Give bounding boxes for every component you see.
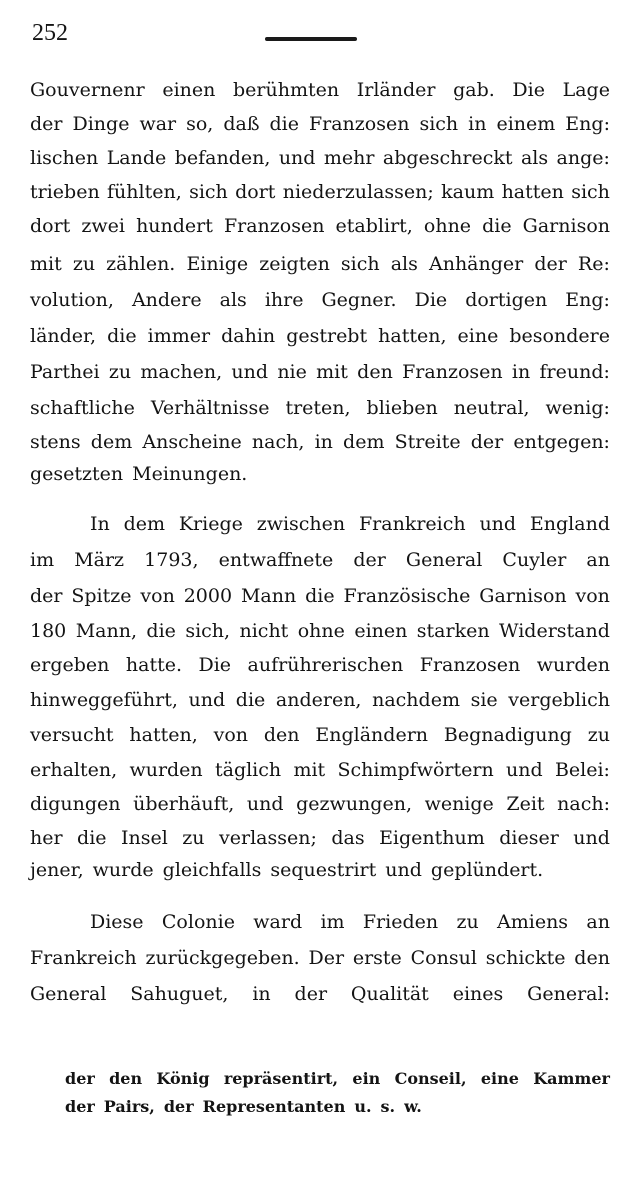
text-line: Frankreich zurückgegeben. Der erste Consul schickte den [30,947,610,969]
text-line: der Spitze von 2000 Mann die Französische Garnison von [30,585,610,607]
text-line: General Sahuguet, in der Qualität eines General: [30,983,610,1005]
text-line: dort zwei hundert Franzosen etablirt, ohne die Garnison [30,215,610,237]
text-line: der Dinge war so, daß die Franzosen sich in einem Eng: [30,113,610,135]
footnote-line: der Pairs, der Representanten u. s. w. [65,1097,422,1116]
text-line: versucht hatten, von den Engländern Begnadigung zu [30,724,610,746]
text-line: trieben fühlten, sich dort niederzulassen; kaum hatten sich [30,181,610,203]
text-line: In dem Kriege zwischen Frankreich und England [90,513,610,535]
text-line: her die Insel zu verlassen; das Eigenthum dieser und [30,827,610,849]
text-line: jener, wurde gleichfalls sequestrirt und geplündert. [30,859,544,881]
text-line: länder, die immer dahin gestrebt hatten, eine besondere [30,325,610,347]
text-line: stens dem Anscheine nach, in dem Streite der entgegen: [30,431,610,453]
text-line: hinweggeführt, und die anderen, nachdem sie vergeblich [30,689,610,711]
text-line: Gouvernenr einen berühmten Irländer gab. Die Lage [30,79,610,101]
text-line: digungen überhäuft, und gezwungen, wenige Zeit nach: [30,793,610,815]
text-line: volution, Andere als ihre Gegner. Die dortigen Eng: [30,289,610,311]
page-number: 252 [32,20,68,46]
header-rule [265,37,357,41]
text-line: ergeben hatte. Die aufrührerischen Franzosen wurden [30,654,610,676]
footnote-line: der den König repräsentirt, ein Conseil, eine Kammer [65,1069,610,1088]
text-line: Parthei zu machen, und nie mit den Franzosen in freund: [30,361,610,383]
text-line: im März 1793, entwaffnete der General Cuyler an [30,549,610,571]
text-line: Diese Colonie ward im Frieden zu Amiens an [90,911,610,933]
text-line: gesetzten Meinungen. [30,463,248,485]
text-line: 180 Mann, die sich, nicht ohne einen starken Widerstand [30,620,610,642]
text-line: mit zu zählen. Einige zeigten sich als Anhänger der Re: [30,253,610,275]
text-line: lischen Lande befanden, und mehr abgeschreckt als ange: [30,147,610,169]
text-line: schaftliche Verhältnisse treten, blieben neutral, wenig: [30,397,610,419]
text-line: erhalten, wurden täglich mit Schimpfwörtern und Belei: [30,759,610,781]
